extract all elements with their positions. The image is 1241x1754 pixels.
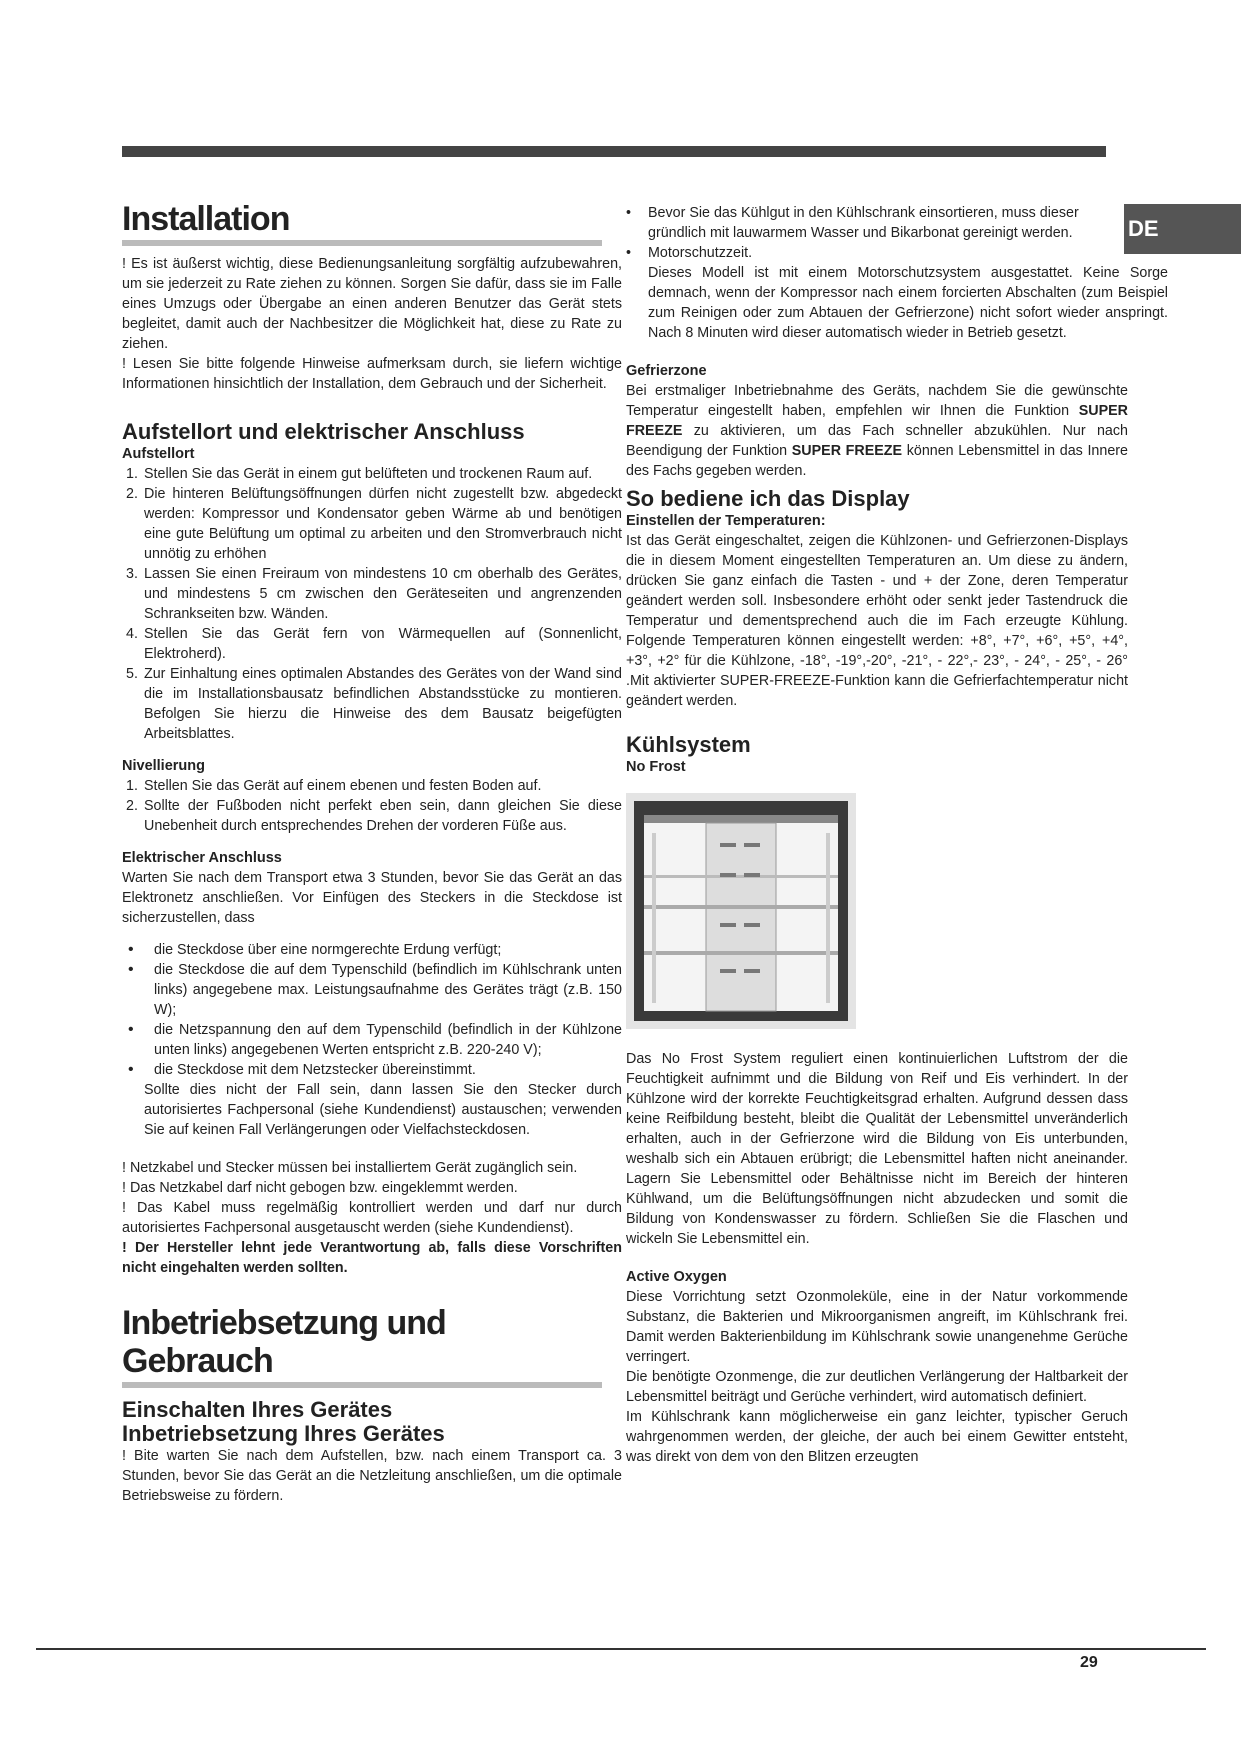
heading-nivellierung: Nivellierung (122, 758, 205, 774)
warning-2: ! Das Netzkabel darf nicht gebogen bzw. eingeklemmt werden. (122, 1180, 518, 1196)
language-tab: DE (1124, 204, 1241, 254)
heading-gefrierzone: Gefrierzone (626, 363, 707, 379)
heading-kuehlsystem: Kühlsystem (626, 732, 751, 757)
section-title-inbetriebsetzung: Inbetriebsetzung und Gebrauch (122, 1304, 602, 1388)
page-number: 29 (1080, 1654, 1098, 1671)
footer-rule (36, 1648, 1206, 1650)
heading-active-oxygen: Active Oxygen (626, 1269, 727, 1285)
heading-elektrisch: Elektrischer Anschluss (122, 850, 282, 866)
oxygen-text-2: Die benötigte Ozonmenge, die zur deutlichen Verlängerung der Haltbarkeit der Lebensmittel beiträgt und Gerüche verhindert, wird automatisch definiert. (626, 1369, 1128, 1405)
list-item: 3. Lassen Sie einen Freiraum von mindestens 10 cm oberhalb des Gerätes, und mindestens 5 cm zwischen den Geräteseiten und angrenzenden Schrankseiten bzw. Wänden. (126, 566, 622, 622)
heading-aufstellort: Aufstellort (122, 446, 195, 462)
elektrisch-sub: Sollte dies nicht der Fall sein, dann lassen Sie den Stecker durch autorisiertes Fachpersonal (siehe Kundendienst) austauschen; verwenden Sie auf keinen Fall Verlängerungen oder Vielfachsteckdosen. (144, 1082, 622, 1138)
motor-text: Dieses Modell ist mit einem Motorschutzsystem ausgestattet. Keine Sorge demnach, wenn der Kompressor nach einem forcierten Abschalten (zum Beispiel zum Reinigen oder zum Abtauen der Gefrierzone) nicht sofort wieder anspringt. Nach 8 Minuten wird dieser automatisch wieder in Betrieb gesetzt. (648, 265, 1168, 341)
elektrisch-intro: Warten Sie nach dem Transport etwa 3 Stunden, bevor Sie das Gerät an das Elektronetz anschließen. Vor Einfügen des Steckers in die Steckdose ist sicherzustellen, dass (122, 870, 622, 926)
list-item: • Motorschutzzeit. (626, 245, 753, 261)
gefrierzone-text: Bei erstmaliger Inbetriebnahme des Geräts, nachdem Sie die gewünschte Temperatur eingestellt haben, empfehlen wir Ihnen die Funktion SUPER FREEZE zu aktivieren, um das Fach schneller abzukühlen. Nur nach Beendigung der Funktion SUPER FREEZE können Lebensmittel in das Innere des Fachs gegeben werden. (626, 383, 1128, 479)
list-item: 1. Stellen Sie das Gerät in einem gut belüfteten und trockenen Raum auf. (126, 466, 593, 482)
preparation-list (626, 203, 1188, 263)
heading-einschalten: Einschalten Ihres Gerätes (122, 1397, 393, 1422)
aufstellort-list (122, 464, 622, 744)
fridge-interior-illustration (626, 793, 856, 1029)
nivellierung-list (122, 776, 622, 836)
list-item: 4. Stellen Sie das Gerät fern von Wärmequellen auf (Sonnenlicht, Elektroherd). (126, 626, 622, 662)
einschalten-text: ! Bite warten Sie nach dem Aufstellen, bzw. nach einem Transport ca. 3 Stunden, bevor Sie das Gerät an die Netzleitung anschließen, um die optimale Betriebsweise zu fördern. (122, 1448, 622, 1504)
right-column (626, 203, 1188, 1467)
warning-4: ! Der Hersteller lehnt jede Verantwortung ab, falls diese Vorschriften nicht eingehalten werden sollten. (122, 1240, 622, 1276)
list-item: • die Steckdose die auf dem Typenschild (befindlich im Kühlschrank unten links) angegebene max. Leistungsaufnahme des Gerätes trägt (z.B. 150 W); (128, 961, 622, 1018)
header-rule (122, 146, 1106, 157)
list-item: 2. Die hinteren Belüftungsöffnungen dürfen nicht zugestellt bzw. abgedeckt werden: Kompressor und Kondensator geben Wärme ab und benötigen eine gute Belüftung um optimal zu arbeiten und den Stromverbrauch nicht unnötig zu erhöhen (126, 486, 622, 562)
list-item: • die Steckdose über eine normgerechte Erdung verfügt; (128, 941, 502, 958)
heading-einstellen: Einstellen der Temperaturen: (626, 513, 826, 529)
elektrisch-list (122, 940, 622, 1080)
warning-3: ! Das Kabel muss regelmäßig kontrolliert werden und darf nur durch autorisiertes Fachpersonal ausgetauscht werden (siehe Kundendienst). (122, 1200, 622, 1236)
list-item: 2. Sollte der Fußboden nicht perfekt eben sein, dann gleichen Sie diese Unebenheit durch entsprechendes Drehen der vorderen Füße aus. (126, 798, 622, 834)
list-item: 5. Zur Einhaltung eines optimalen Abstandes des Gerätes von der Wand sind die im Installationsbausatz befindlichen Abstandsstücke zu montieren. Befolgen Sie hierzu die Hinweise des dem Bausatz beigefügten Arbeitsblattes. (126, 666, 622, 742)
intro-paragraph-1: ! Es ist äußerst wichtig, diese Bedienungsanleitung sorgfältig aufzubewahren, um sie jederzeit zu Rate ziehen zu können. Sorgen Sie dafür, dass sie im Falle eines Umzugs oder Übergabe an einen anderen Benutzer das Gerät stets begleitet, damit auch der Nachbesitzer die Möglichkeit hat, diese zu Rate zu ziehen. (122, 256, 622, 352)
heading-nofrost: No Frost (626, 759, 686, 775)
warning-1: ! Netzkabel und Stecker müssen bei installiertem Gerät zugänglich sein. (122, 1160, 578, 1176)
oxygen-text-1: Diese Vorrichtung setzt Ozonmoleküle, eine in der Natur vorkommende Substanz, die Bakterien und Mikroorganismen angreift, im Kühlschrank frei. Damit werden Bakterienbildung im Kühlschrank sowie unangenehme Gerüche verringert. (626, 1289, 1128, 1365)
left-column (122, 190, 622, 1506)
heading-inbetrieb-geraet: Inbetriebsetzung Ihres Gerätes (122, 1421, 445, 1446)
intro-paragraph-2: ! Lesen Sie bitte folgende Hinweise aufmerksam durch, sie liefern wichtige Informationen hinsichtlich der Installation, dem Gebrauch und der Sicherheit. (122, 356, 622, 392)
list-item: • die Netzspannung den auf dem Typenschild (befindlich in der Kühlzone unten links) angegebenen Werten entspricht z.B. 220-240 V); (128, 1021, 622, 1058)
oxygen-text-3: Im Kühlschrank kann möglicherweise ein ganz leichter, typischer Geruch wahrgenommen werden, der gleiche, der auch bei einem Gewitter entsteht, was direkt von dem von den Blitzen erzeugten (626, 1409, 1128, 1465)
heading-display: So bediene ich das Display (626, 486, 910, 511)
list-item: • Bevor Sie das Kühlgut in den Kühlschrank einsortieren, muss dieser gründlich mit lauwarmem Wasser und Bikarbonat gereinigt werden. (626, 205, 1079, 241)
nofrost-text: Das No Frost System reguliert einen kontinuierlichen Luftstrom der die Feuchtigkeit aufnimmt und die Bildung von Reif und Eis verhindert. In der Kühlzone wird der korrekte Feuchtigkeitsgrad erhalten. Aufgrund dessen dass keine Reifbildung besteht, bleibt die Qualität der Lebensmittel unveränderlich erhalten, auch in der Gefrierzone wird die Bildung von Eis unterbunden, weshalb sich ein Abtauen erübrigt; die Lebensmittel haften nicht aneinander. Lagern Sie Lebensmittel oder Behältnisse nicht im Bereich der hinteren Kühlwand, um die Belüftungsöffnungen nicht abzudecken und somit die Bildung von Kondenswasser zu fördern. Schließen Sie die Flaschen und wickeln Sie Lebensmittel ein. (626, 1051, 1128, 1247)
heading-aufstellort-anschluss: Aufstellort und elektrischer Anschluss (122, 419, 525, 444)
list-item: 1. Stellen Sie das Gerät auf einem ebenen und festen Boden auf. (126, 778, 542, 794)
section-title-installation: Installation (122, 200, 602, 246)
list-item: • die Steckdose mit dem Netzstecker übereinstimmt. (128, 1061, 476, 1078)
display-text: Ist das Gerät eingeschaltet, zeigen die Kühlzonen- und Gefrierzonen-Displays die in diesem Moment eingestellten Temperaturen an. Um diese zu ändern, drücken Sie ganz einfach die Tasten - und + der Zone, deren Temperatur geändert werden soll. Insbesondere erhöht oder senkt jeder Tastendruck die Temperatur und dementsprechend auch die im Fach erzeugte Kühlung. Folgende Temperaturen können eingestellt werden: +8°, +7°, +6°, +5°, +4°, +3°, +2° für die Kühlzone, -18°, -19°,-20°, -21°, - 22°,- 23°, - 24°, - 25°, - 26° .Mit aktivierter SUPER-FREEZE-Funktion kann die Gefrierfachtemperatur nicht geändert werden. (626, 533, 1128, 709)
